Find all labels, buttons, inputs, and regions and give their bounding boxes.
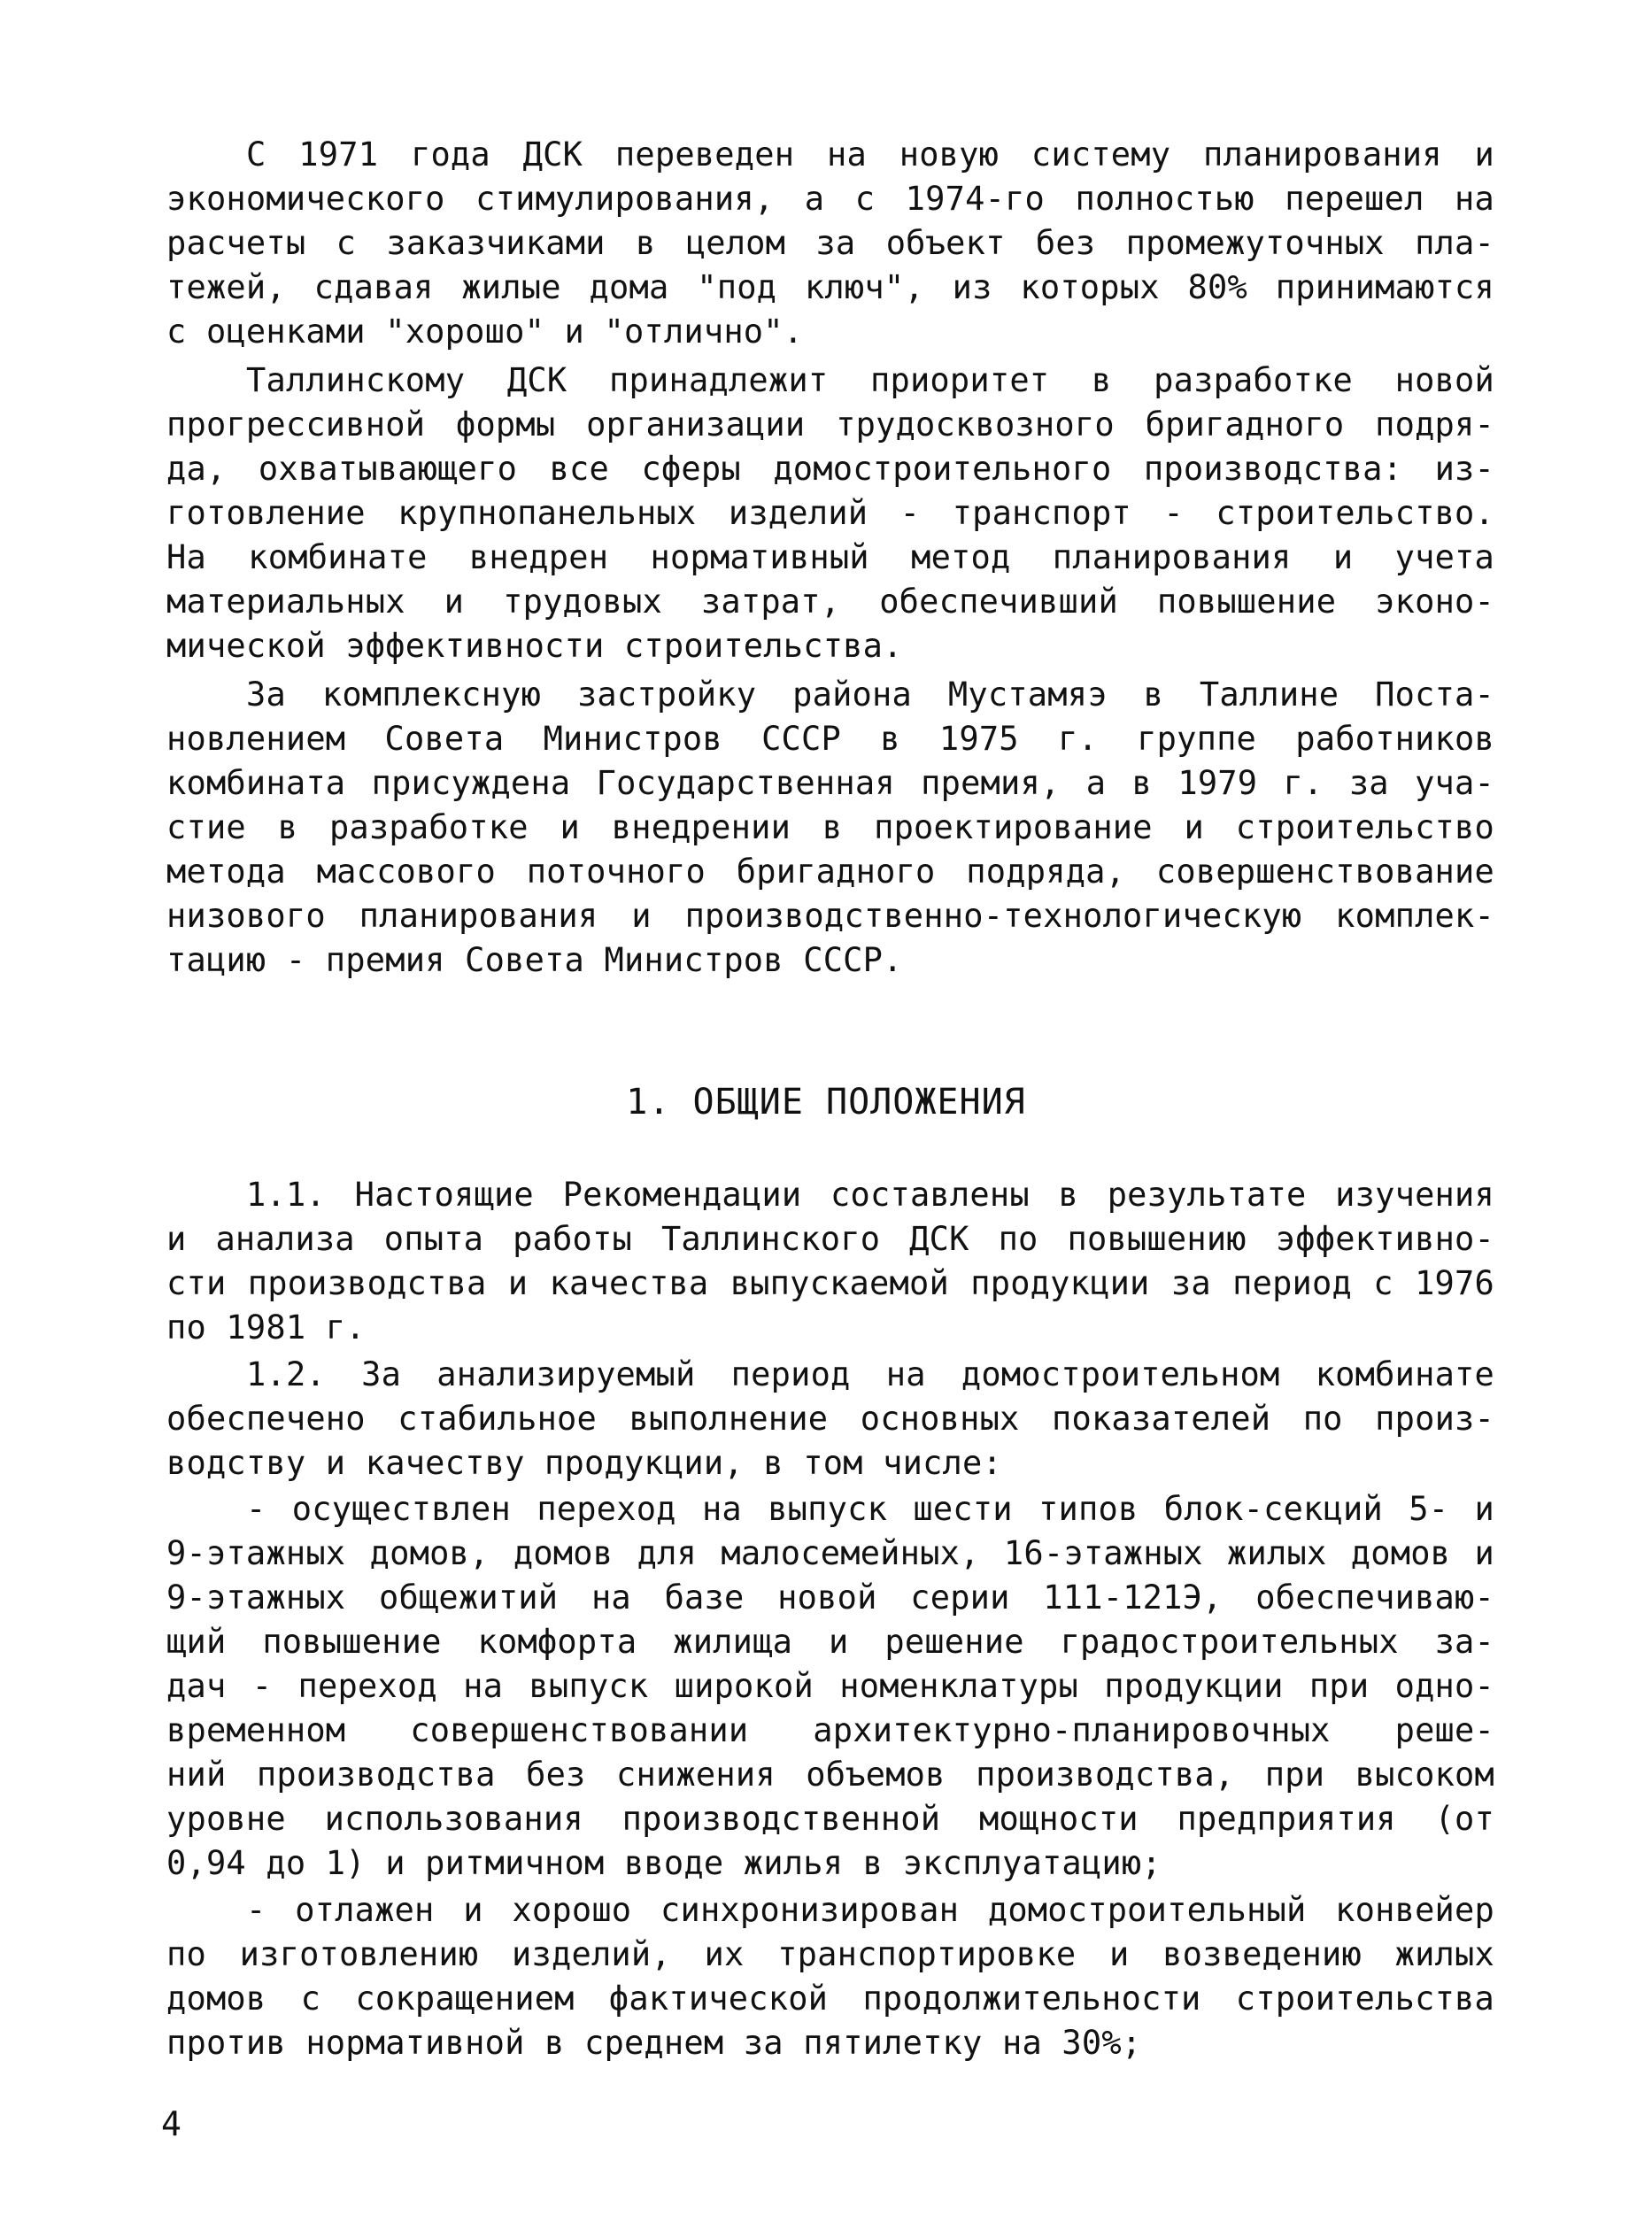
text-line: и анализа опыта работы Таллинского ДСК по повышению эффективно- xyxy=(166,1220,1494,1258)
text-line: обеспечено стабильное выполнение основных показателей по произ- xyxy=(166,1400,1494,1438)
text-line: по изготовлению изделий, их транспортировке и возведению жилых xyxy=(166,1935,1494,1973)
text-line: по 1981 г. xyxy=(166,1308,366,1347)
text-line: низового планирования и производственно-технологическую комплек- xyxy=(166,897,1494,935)
text-line: домов с сокращением фактической продолжительности строительства xyxy=(166,1979,1494,2018)
text-line: дач - переход на выпуск широкой номенклатуры продукции при одно- xyxy=(166,1667,1494,1705)
text-line: 9-этажных общежитий на базе новой серии 111-121Э, обеспечиваю- xyxy=(166,1578,1494,1617)
text-line: - осуществлен переход на выпуск шести типов блок-секций 5- и xyxy=(246,1490,1494,1528)
text-line: с оценками "хорошо" и "отлично". xyxy=(166,313,804,351)
text-line: 1.2. За анализируемый период на домостроительном комбинате xyxy=(246,1355,1494,1393)
text-line: На комбинате внедрен нормативный метод планирования и учета xyxy=(166,538,1494,576)
text-line: Таллинскому ДСК принадлежит приоритет в разработке новой xyxy=(246,361,1494,399)
text-line: прогрессивной формы организации трудосквозного бригадного подря- xyxy=(166,405,1494,444)
text-line: С 1971 года ДСК переведен на новую систему планирования и xyxy=(246,135,1494,174)
text-line: комбината присуждена Государственная премия, а в 1979 г. за уча- xyxy=(166,764,1494,802)
text-line: ний производства без снижения объемов производства, при высоком xyxy=(166,1756,1494,1794)
text-line: 1.1. Настоящие Рекомендации составлены в результате изучения xyxy=(246,1176,1494,1214)
text-line: расчеты с заказчиками в целом за объект без промежуточных пла- xyxy=(166,224,1494,262)
text-line: водству и качеству продукции, в том числе: xyxy=(166,1444,1002,1482)
text-line: стие в разработке и внедрении в проектирование и строительство xyxy=(166,808,1494,846)
text-line: тежей, сдавая жилые дома "под ключ", из которых 80% принимаются xyxy=(166,268,1494,306)
text-line: метода массового поточного бригадного подряда, совершенствование xyxy=(166,853,1494,891)
text-line: материальных и трудовых затрат, обеспечивший повышение эконо- xyxy=(166,583,1494,621)
text-line: готовление крупнопанельных изделий - транспорт - строительство. xyxy=(166,494,1494,532)
text-line: временном совершенствовании архитектурно-планировочных реше- xyxy=(166,1711,1494,1749)
text-line: да, охватывающего все сферы домостроительного производства: из- xyxy=(166,450,1494,488)
text-line: тацию - премия Совета Министров СССР. xyxy=(166,941,903,979)
text-line: против нормативной в среднем за пятилетку на 30%; xyxy=(166,2024,1142,2062)
text-line: щий повышение комфорта жилища и решение градостроительных за- xyxy=(166,1623,1494,1661)
text-line: экономического стимулирования, а с 1974-го полностью перешел на xyxy=(166,180,1494,218)
text-line: За комплексную застройку района Мустамяэ в Таллине Поста- xyxy=(246,675,1494,714)
text-line: уровне использования производственной мощности предприятия (от xyxy=(166,1800,1494,1838)
text-line: - отлажен и хорошо синхронизирован домостроительный конвейер xyxy=(246,1891,1494,1929)
text-line: 0,94 до 1) и ритмичном вводе жилья в эксплуатацию; xyxy=(166,1844,1162,1882)
page-number: 4 xyxy=(161,2104,181,2143)
text-line: мической эффективности строительства. xyxy=(166,627,903,665)
text-line: 9-этажных домов, домов для малосемейных, 16-этажных жилых домов и xyxy=(166,1534,1494,1572)
text-line: новлением Совета Министров СССР в 1975 г. группе работников xyxy=(166,720,1494,758)
text-line: сти производства и качества выпускаемой продукции за период с 1976 xyxy=(166,1264,1494,1302)
section-heading: 1. ОБЩИЕ ПОЛОЖЕНИЯ xyxy=(626,1082,1026,1123)
